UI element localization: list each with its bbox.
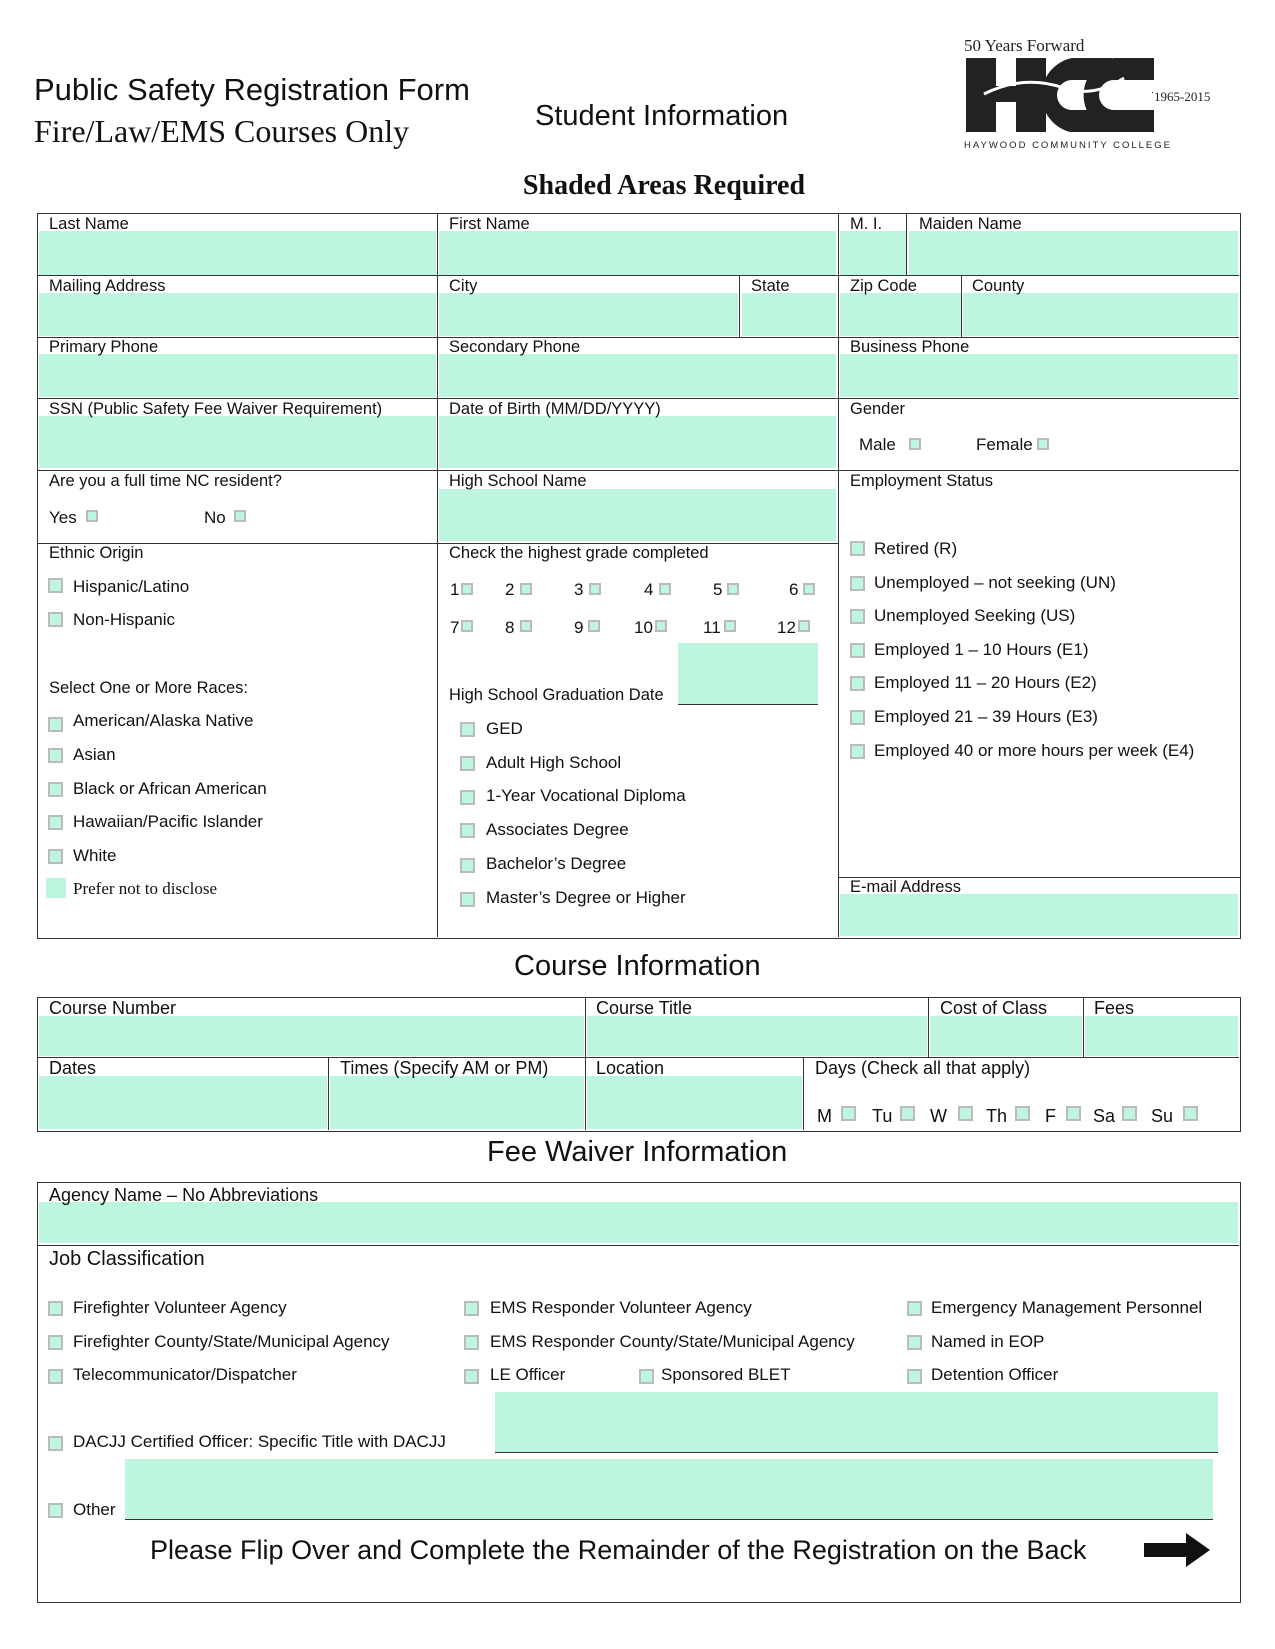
race-label-asian: Asian: [73, 745, 116, 764]
emp-checkbox-e2[interactable]: [850, 676, 865, 691]
row-divider-3: [37, 398, 1239, 399]
job-label-telecommunicator: Telecommunicator/Dispatcher: [73, 1365, 297, 1384]
female-checkbox[interactable]: [1037, 438, 1049, 450]
day-label-m: M: [817, 1106, 832, 1126]
high-school-field[interactable]: [439, 489, 836, 541]
shaded-required-note: Shaded Areas Required: [522, 170, 806, 201]
ethnic-origin-label: Ethnic Origin: [49, 544, 144, 562]
mi-field[interactable]: [840, 231, 906, 275]
row-divider-4: [37, 470, 1239, 471]
grade-checkbox-10[interactable]: [655, 620, 667, 632]
gender-label: Gender: [850, 400, 906, 418]
day-checkbox-th[interactable]: [1015, 1106, 1030, 1121]
day-label-tu: Tu: [872, 1106, 893, 1126]
job-label-le-officer: LE Officer: [490, 1365, 566, 1384]
business-phone-field[interactable]: [840, 354, 1238, 397]
secondary-phone-field[interactable]: [439, 354, 836, 397]
hcc-logo-graphic: [964, 34, 1226, 150]
grade-checkbox-1[interactable]: [461, 583, 473, 595]
agency-name-field[interactable]: [39, 1202, 1238, 1243]
course-col-divider-5: [803, 1057, 804, 1130]
day-label-f: F: [1045, 1106, 1056, 1126]
grade-label-4: 4: [644, 580, 654, 599]
grade-label-11: 11: [703, 618, 721, 637]
form-title: Public Safety Registration Form: [34, 72, 470, 107]
edu-checkbox-adult-hs[interactable]: [460, 756, 475, 771]
email-divider: [838, 877, 1240, 878]
course-title-field[interactable]: [587, 1016, 927, 1056]
day-checkbox-sa[interactable]: [1122, 1106, 1137, 1121]
fee-waiver-heading: Fee Waiver Information: [487, 1136, 788, 1168]
emp-checkbox-retired[interactable]: [850, 541, 865, 556]
dacjj-title-field[interactable]: [495, 1392, 1218, 1452]
grade-checkbox-9[interactable]: [588, 620, 600, 632]
race-checkbox-asian[interactable]: [48, 748, 63, 763]
grade-label-2: 2: [505, 580, 515, 599]
mi-divider: [906, 213, 907, 275]
job-label-ff-volunteer: Firefighter Volunteer Agency: [73, 1298, 287, 1317]
grade-label-7: 7: [450, 618, 460, 637]
race-label-hawaiian: Hawaiian/Pacific Islander: [73, 812, 263, 831]
zip-label: Zip Code: [850, 277, 917, 295]
dacjj-label: DACJJ Certified Officer: Specific Title with DACJJ: [73, 1432, 446, 1451]
race-label-black: Black or African American: [73, 779, 267, 798]
course-row-divider: [37, 1057, 1239, 1058]
course-col-divider-1: [585, 997, 586, 1130]
last-name-label: Last Name: [49, 215, 129, 233]
race-checkbox-hawaiian[interactable]: [48, 815, 63, 830]
job-label-sponsored-blet: Sponsored BLET: [661, 1365, 791, 1384]
emp-label-e3: Employed 21 – 39 Hours (E3): [874, 707, 1098, 726]
job-label-ff-county: Firefighter County/State/Municipal Agency: [73, 1332, 390, 1351]
edu-checkbox-ged[interactable]: [460, 722, 475, 737]
mailing-address-label: Mailing Address: [49, 277, 166, 295]
state-divider: [739, 275, 740, 337]
job-checkbox-telecommunicator[interactable]: [48, 1369, 63, 1384]
grade-checkbox-5[interactable]: [727, 583, 739, 595]
job-checkbox-ff-volunteer[interactable]: [48, 1301, 63, 1316]
fees-label: Fees: [1094, 998, 1135, 1018]
edu-label-vocational: 1-Year Vocational Diploma: [486, 786, 686, 805]
job-label-ems-volunteer: EMS Responder Volunteer Agency: [490, 1298, 752, 1317]
emp-label-e1: Employed 1 – 10 Hours (E1): [874, 640, 1089, 659]
job-label-ems-county: EMS Responder County/State/Municipal Agency: [490, 1332, 855, 1351]
emp-label-e2: Employed 11 – 20 Hours (E2): [874, 673, 1097, 692]
dob-label: Date of Birth (MM/DD/YYYY): [449, 400, 661, 418]
high-school-label: High School Name: [449, 472, 587, 490]
row-divider-2: [37, 337, 1239, 338]
ssn-label: SSN (Public Safety Fee Waiver Requirement): [49, 400, 383, 418]
logo-years: 1965-2015: [1154, 89, 1211, 104]
dates-field[interactable]: [39, 1076, 327, 1129]
job-checkbox-emergency-mgmt[interactable]: [907, 1301, 922, 1316]
city-field[interactable]: [439, 293, 738, 336]
job-label-named-eop: Named in EOP: [931, 1332, 1045, 1351]
other-underline: [125, 1519, 1213, 1520]
female-label: Female: [976, 435, 1033, 454]
job-label-detention: Detention Officer: [931, 1365, 1059, 1384]
day-checkbox-m[interactable]: [841, 1106, 856, 1121]
hispanic-label: Hispanic/Latino: [73, 577, 190, 596]
grade-checkbox-11[interactable]: [724, 620, 736, 632]
email-field[interactable]: [840, 894, 1238, 936]
edu-label-masters: Master’s Degree or Higher: [486, 888, 686, 907]
races-label: Select One or More Races:: [49, 679, 248, 697]
state-label: State: [751, 277, 790, 295]
col-divider-2: [838, 213, 839, 937]
employment-status-label: Employment Status: [850, 472, 994, 490]
job-checkbox-le-officer[interactable]: [464, 1369, 479, 1384]
day-checkbox-w[interactable]: [958, 1106, 973, 1121]
grade-label: Check the highest grade completed: [449, 544, 709, 562]
location-label: Location: [596, 1058, 665, 1078]
edu-label-ged: GED: [486, 719, 523, 738]
job-checkbox-ems-county[interactable]: [464, 1335, 479, 1350]
day-checkbox-su[interactable]: [1183, 1106, 1198, 1121]
day-label-sa: Sa: [1093, 1106, 1116, 1126]
race-label-white: White: [73, 846, 117, 865]
hispanic-checkbox[interactable]: [48, 578, 63, 593]
grade-label-1: 1: [450, 580, 460, 599]
race-checkbox-black[interactable]: [48, 782, 63, 797]
flip-over-notice: Please Flip Over and Complete the Remainder of the Registration on the Back: [150, 1535, 1087, 1565]
day-label-su: Su: [1151, 1106, 1174, 1126]
mi-label: M. I.: [850, 215, 883, 233]
resident-yes-checkbox[interactable]: [86, 510, 98, 522]
last-name-field[interactable]: [39, 231, 436, 275]
days-label: Days (Check all that apply): [815, 1058, 1031, 1078]
grade-checkbox-3[interactable]: [589, 583, 601, 595]
edu-checkbox-vocational[interactable]: [460, 790, 475, 805]
grade-label-9: 9: [574, 618, 584, 637]
dacjj-underline: [495, 1452, 1218, 1453]
prefer-not-checkbox[interactable]: [46, 878, 66, 898]
cost-label: Cost of Class: [940, 998, 1048, 1018]
grade-label-8: 8: [505, 618, 515, 637]
race-checkbox-american-alaska-native[interactable]: [48, 717, 63, 732]
male-label: Male: [859, 435, 896, 454]
non-hispanic-label: Non-Hispanic: [73, 610, 176, 629]
state-field[interactable]: [742, 293, 836, 336]
logo-college: HAYWOOD COMMUNITY COLLEGE: [964, 140, 1172, 150]
day-label-th: Th: [986, 1106, 1008, 1126]
resident-no-checkbox[interactable]: [234, 510, 246, 522]
first-name-field[interactable]: [439, 231, 836, 275]
grade-label-12: 12: [777, 618, 796, 637]
grade-checkbox-4[interactable]: [659, 583, 671, 595]
ssn-field[interactable]: [39, 416, 436, 468]
other-label: Other: [73, 1500, 116, 1519]
county-field[interactable]: [963, 293, 1238, 336]
job-checkbox-ff-county[interactable]: [48, 1335, 63, 1350]
hcc-logo: [964, 34, 1226, 150]
course-info-heading: Course Information: [514, 950, 761, 982]
emp-label-us: Unemployed Seeking (US): [874, 606, 1076, 625]
primary-phone-label: Primary Phone: [49, 338, 159, 356]
emp-checkbox-e3[interactable]: [850, 710, 865, 725]
course-col-divider-4: [328, 1057, 329, 1130]
maiden-name-field[interactable]: [909, 231, 1238, 275]
agency-divider: [37, 1245, 1239, 1246]
other-field[interactable]: [125, 1459, 1213, 1519]
other-checkbox[interactable]: [48, 1503, 63, 1518]
race-checkbox-white[interactable]: [48, 849, 63, 864]
job-checkbox-named-eop[interactable]: [907, 1335, 922, 1350]
times-label: Times (Specify AM or PM): [340, 1058, 549, 1078]
emp-label-retired: Retired (R): [874, 539, 958, 558]
edu-checkbox-bachelors[interactable]: [460, 858, 475, 873]
grade-checkbox-8[interactable]: [520, 620, 532, 632]
resident-question: Are you a full time NC resident?: [49, 472, 282, 490]
prefer-not-label: Prefer not to disclose: [73, 879, 217, 898]
agency-name-label: Agency Name – No Abbreviations: [49, 1185, 319, 1205]
maiden-name-label: Maiden Name: [919, 215, 1022, 233]
emp-checkbox-us[interactable]: [850, 609, 865, 624]
course-title-label: Course Title: [596, 998, 693, 1018]
dob-field[interactable]: [439, 416, 836, 468]
job-checkbox-sponsored-blet[interactable]: [639, 1369, 654, 1384]
resident-yes-label: Yes: [49, 508, 77, 527]
col-divider-1: [437, 213, 438, 937]
grade-checkbox-6[interactable]: [803, 583, 815, 595]
times-field[interactable]: [330, 1076, 584, 1129]
edu-checkbox-masters[interactable]: [460, 892, 475, 907]
emp-label-un: Unemployed – not seeking (UN): [874, 573, 1116, 592]
emp-label-e4: Employed 40 or more hours per week (E4): [874, 741, 1195, 760]
primary-phone-field[interactable]: [39, 354, 436, 397]
male-checkbox[interactable]: [909, 438, 921, 450]
fees-field[interactable]: [1085, 1016, 1238, 1056]
day-label-w: W: [930, 1106, 947, 1126]
hs-grad-date-underline: [678, 704, 818, 705]
row-divider-1: [37, 275, 1239, 276]
job-label-emergency-mgmt: Emergency Management Personnel: [931, 1298, 1203, 1317]
resident-no-label: No: [204, 508, 226, 527]
student-info-heading: Student Information: [535, 100, 789, 132]
county-label: County: [972, 277, 1025, 295]
day-checkbox-f[interactable]: [1066, 1106, 1081, 1121]
day-checkbox-tu[interactable]: [900, 1106, 915, 1121]
edu-checkbox-associates[interactable]: [460, 823, 475, 838]
grade-label-10: 10: [634, 618, 653, 637]
dates-label: Dates: [49, 1058, 97, 1078]
emp-checkbox-e4[interactable]: [850, 744, 865, 759]
business-phone-label: Business Phone: [850, 338, 970, 356]
city-label: City: [449, 277, 478, 295]
race-label-american-alaska-native: American/Alaska Native: [73, 711, 254, 730]
job-classification-label: Job Classification: [49, 1248, 205, 1270]
grade-label-6: 6: [789, 580, 799, 599]
grade-checkbox-7[interactable]: [461, 620, 473, 632]
emp-checkbox-un[interactable]: [850, 576, 865, 591]
edu-label-bachelors: Bachelor’s Degree: [486, 854, 627, 873]
email-label: E-mail Address: [850, 878, 961, 896]
job-checkbox-ems-volunteer[interactable]: [464, 1301, 479, 1316]
grade-label-5: 5: [713, 580, 723, 599]
logo-tagline: 50 Years Forward: [964, 36, 1085, 55]
cost-field[interactable]: [930, 1016, 1082, 1056]
zip-field[interactable]: [840, 293, 961, 336]
course-number-label: Course Number: [49, 998, 177, 1018]
right-arrow-icon: [1142, 1531, 1212, 1569]
first-name-label: First Name: [449, 215, 530, 233]
hs-grad-date-label: High School Graduation Date: [449, 686, 664, 704]
edu-label-adult-hs: Adult High School: [486, 753, 622, 772]
county-divider: [961, 275, 962, 337]
hs-grad-date-field[interactable]: [678, 643, 818, 705]
location-field[interactable]: [587, 1076, 802, 1129]
emp-checkbox-e1[interactable]: [850, 643, 865, 658]
job-checkbox-detention[interactable]: [907, 1369, 922, 1384]
grade-checkbox-2[interactable]: [520, 583, 532, 595]
form-subtitle: Fire/Law/EMS Courses Only: [34, 113, 410, 149]
dacjj-checkbox[interactable]: [48, 1436, 63, 1451]
grade-checkbox-12[interactable]: [798, 620, 810, 632]
course-col-divider-3: [1083, 997, 1084, 1058]
course-col-divider-2: [928, 997, 929, 1058]
non-hispanic-checkbox[interactable]: [48, 612, 63, 627]
edu-label-associates: Associates Degree: [486, 820, 629, 839]
mailing-address-field[interactable]: [39, 293, 436, 336]
secondary-phone-label: Secondary Phone: [449, 338, 581, 356]
course-number-field[interactable]: [39, 1016, 584, 1056]
grade-label-3: 3: [574, 580, 584, 599]
